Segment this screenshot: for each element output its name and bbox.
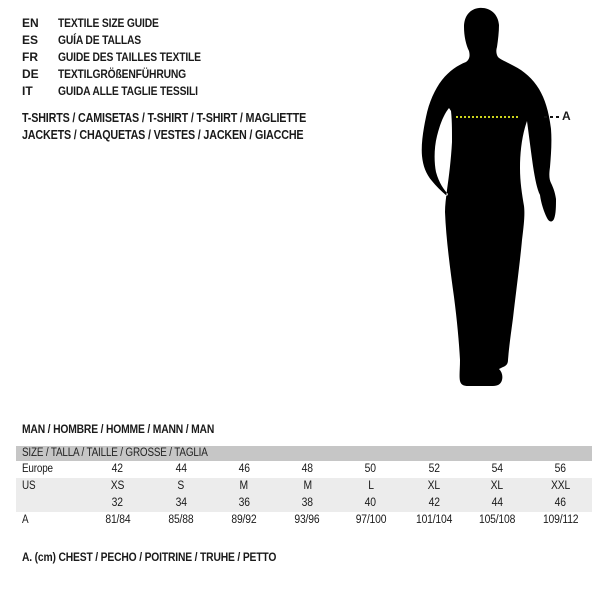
size-cell: 89/92 [231, 514, 257, 526]
size-cell: 97/100 [355, 514, 386, 526]
size-table [16, 446, 592, 529]
size-table-header-text: SIZE / TALLA / TAILLE / GRÖSSE / TAGLIA [22, 447, 208, 459]
section-title-text: MAN / HOMBRE / HOMME / MANN / MAN [22, 422, 215, 436]
measure-label-a: A [562, 109, 571, 123]
size-cell: 85/88 [168, 514, 194, 526]
size-cell: XL [427, 480, 441, 492]
language-code: DE [22, 67, 39, 81]
size-row-europe [16, 461, 592, 478]
measure-leader-line [544, 116, 560, 118]
size-cell: 46 [238, 463, 250, 475]
size-cell: 38 [301, 497, 313, 509]
size-cell: L [367, 480, 374, 492]
footnote-text: A. (cm) CHEST / PECHO / POITRINE / TRUHE / PETTO [22, 550, 277, 564]
language-label: TEXTILE SIZE GUIDE [58, 16, 159, 30]
chest-measure-line [456, 116, 518, 118]
language-code: FR [22, 50, 38, 64]
language-label: TEXTILGRÖßENFÜHRUNG [58, 67, 187, 81]
size-cell: XL [490, 480, 504, 492]
section-title-man [22, 422, 245, 436]
size-row-us [16, 478, 592, 495]
language-code: ES [22, 33, 39, 47]
size-cell: 32 [112, 497, 124, 509]
size-cell: S [177, 480, 185, 492]
row-label: US [22, 480, 36, 492]
size-cell: 40 [365, 497, 377, 509]
size-cell: 44 [175, 463, 187, 475]
row-label [16, 495, 86, 512]
language-label: GUIDA ALLE TAGLIE TESSILI [58, 84, 198, 98]
language-label: GUIDE DES TAILLES TEXTILE [58, 50, 201, 64]
size-cell: XS [110, 480, 125, 492]
size-cell: 36 [238, 497, 250, 509]
size-cell: 101/104 [415, 514, 452, 526]
row-label: Europe [22, 463, 53, 475]
size-cell: XXL [550, 480, 570, 492]
size-cell: 42 [112, 463, 124, 475]
footnote-chest [22, 550, 318, 564]
size-cell: 46 [554, 497, 566, 509]
size-cell: 50 [365, 463, 377, 475]
size-cell: M [239, 480, 249, 492]
category-tshirts-label: T-SHIRTS / CAMISETAS / T-SHIRT / T-SHIRT / MAGLIETTE [22, 111, 307, 125]
size-cell: 56 [554, 463, 566, 475]
size-cell: 93/96 [294, 514, 320, 526]
language-label: GUÍA DE TALLAS [58, 33, 142, 47]
size-row-chest-a [16, 512, 592, 529]
size-row-alt [16, 495, 592, 512]
size-cell: 54 [491, 463, 503, 475]
size-cell: M [303, 480, 312, 492]
row-label: A [22, 514, 29, 526]
size-cell: 44 [491, 497, 503, 509]
size-cell: 52 [428, 463, 440, 475]
size-cell: 105/108 [479, 514, 516, 526]
size-cell: 42 [428, 497, 440, 509]
size-cell: 34 [175, 497, 187, 509]
category-jackets-label: JACKETS / CHAQUETAS / VESTES / JACKEN / GIACCHE [22, 128, 304, 142]
size-cell: 48 [301, 463, 313, 475]
language-code: IT [22, 84, 33, 98]
language-code: EN [22, 16, 39, 30]
size-cell: 109/112 [542, 514, 579, 526]
size-table-header [16, 446, 592, 461]
size-cell: 81/84 [105, 514, 131, 526]
